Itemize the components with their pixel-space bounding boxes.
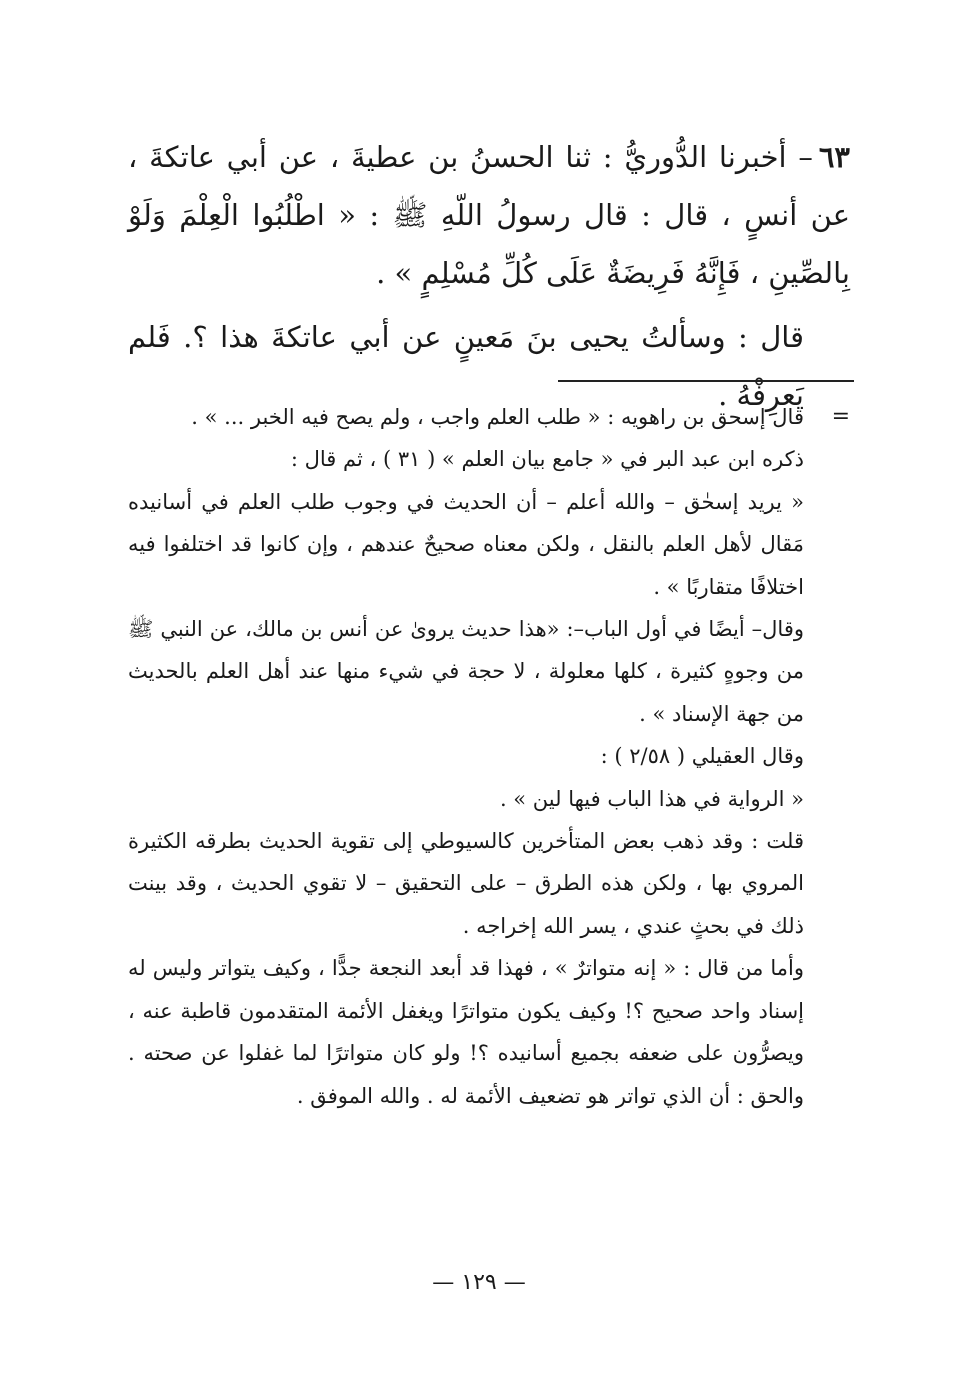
footnote-paragraph: قلت : وقد ذهب بعض المتأخرين كالسيوطي إلى تقوية الحديث بطرقه الكثيرة المروي بها ، ولكن هذه الطرق – على التحقيق – لا تقوي الحديث ، وقد بينت ذلك في بحثٍ عندي ، يسر الله إخراجه . bbox=[128, 829, 804, 938]
footnote-paragraph: وقال– أيضًا في أول الباب–: «هذا حديث يروىٰ عن أنس بن مالك، عن النبي ﷺ من وجوهٍ كثيرة ، كلها معلولة ، لا حجة في شيء منها عند أهل العلم بالحديث من جهة الإسناد » . bbox=[128, 617, 804, 726]
footnote-paragraph bbox=[128, 396, 850, 438]
page-number: — ١٢٩ — bbox=[432, 1270, 526, 1295]
hadith-number: ٦٣ bbox=[818, 140, 850, 174]
footnote-text: قال إسحق بن راهويه : « طلب العلم واجب ، ولم يصح فيه الخبر ... » . bbox=[191, 405, 804, 429]
question-paragraph: قال : وسألتُ يحيى بنَ مَعينٍ عن أبي عاتكةَ هذا ؟. فَلم يَعرِفْهُ . bbox=[128, 320, 804, 412]
hadith-text: – أخبرنا الدُّوريُّ : ثنا الحسنُ بن عطيةَ ، عن أبي عاتكةَ ، عن أنسٍ ، قال : قال رسولُ اللّهِ ﷺ : « اطْلُبُوا الْعِلْمَ وَلَوْ بِالصِّينِ ، فَإِنَّهُ فَرِيضَةٌ عَلَى كُلِّ مُسْلِمٍ » . bbox=[128, 140, 850, 290]
footnote-paragraph: وأما من قال : « إنه متواترٌ » ، فهذا قد أبعد النجعة جدًّا ، وكيف يتواتر وليس له إسناد واحد صحيح ؟! وكيف يكون متواترًا ويغفل الأئمة المتقدمون قاطبة عنه ، ويصرُّون على ضعفه بجميع أسانيده ؟! ولو كان متواترًا لما غفلوا عن صحته . والحق : أن الذي تواتر هو تضعيف الأئمة له . والله الموفق . bbox=[128, 956, 804, 1108]
footnote-quote: « الرواية في هذا الباب فيها لين » . bbox=[499, 786, 804, 811]
footnote-quote: « يريد إسحٰق – والله أعلم – أن الحديث في وجوب طلب العلم في أسانيده مَقال لأهل العلم بالنقل ، ولكن معناه صحيحٌ عندهم ، وإن كانوا قد اختلفوا فيه اختلافًا متقاربًا » . bbox=[128, 489, 804, 599]
footnote-paragraph: وقال العقيلي ( ٢/٥٨ ) : bbox=[600, 744, 804, 769]
footnote-divider bbox=[558, 380, 854, 382]
footnotes bbox=[128, 396, 850, 1117]
footnote-paragraph: ذكره ابن عبد البر في « جامع بيان العلم » ( ٣١ ) ، ثم قال : bbox=[290, 447, 804, 472]
hadith-paragraph bbox=[128, 128, 850, 302]
continuation-mark: = bbox=[831, 404, 850, 429]
